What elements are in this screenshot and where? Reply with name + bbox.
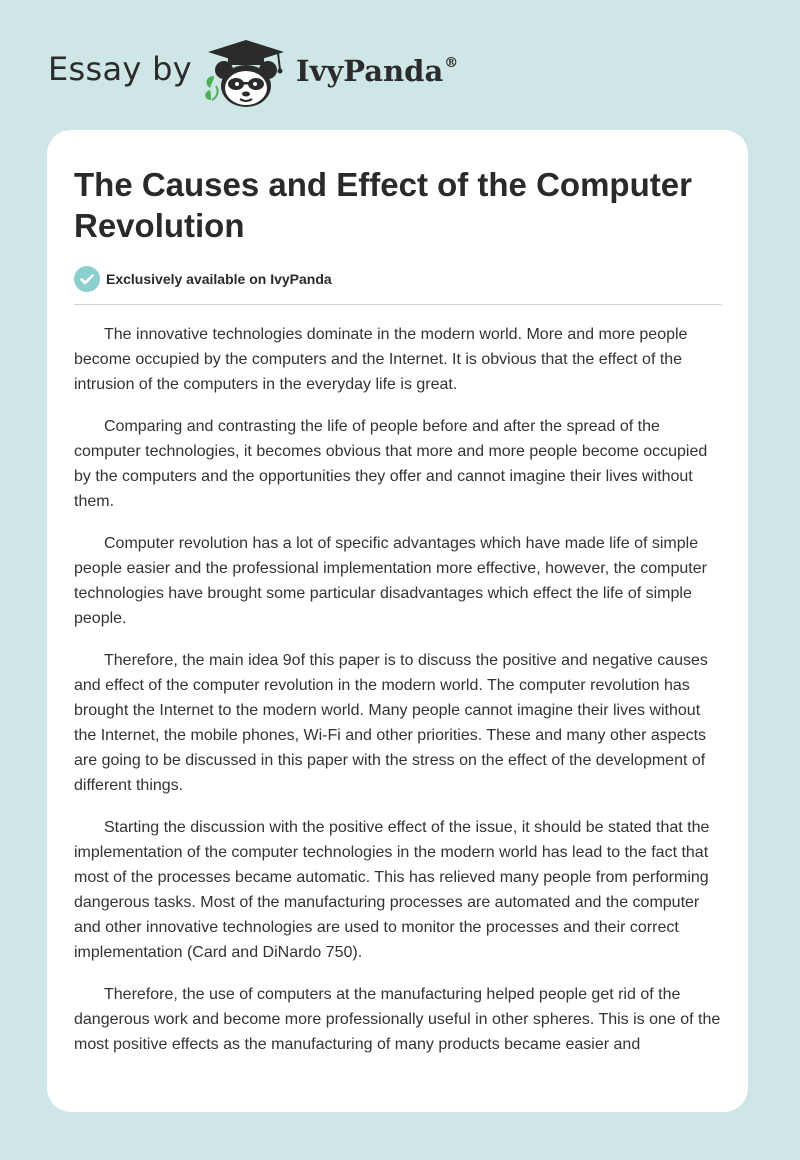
title-divider	[74, 304, 721, 305]
registered-mark: ®	[444, 55, 459, 71]
paragraph: Starting the discussion with the positive effect of the issue, it should be stated that the implementation of the computer technologies in the modern world has lead to the fact that most of the processes became automatic. This has relieved many people from performing dangerous tasks. Most of the manufacturing processes are automated and the computer and other innovative technologies are used to monitor the processes and their correct implementation (Card and DiNardo 750).	[74, 819, 710, 961]
exclusive-badge	[74, 266, 721, 292]
paragraph: The innovative technologies dominate in the modern world. More and more people become occupied by the computers and the Internet. It is obvious that the effect of the intrusion of the computers in the everyday life is great.	[74, 326, 688, 393]
site-header	[0, 0, 800, 130]
panda-mascot-icon	[200, 36, 292, 112]
article-title: The Causes and Effect of the Computer Revolution	[74, 166, 692, 244]
paragraph: Therefore, the main idea 9of this paper is to discuss the positive and negative causes and effect of the computer revolution in the modern world. The computer revolution has brought the Internet to the modern world. Many people cannot imagine their lives without the Internet, the mobile phones, Wi-Fi and other priorities. These and many other aspects are going to be discussed in this paper with the stress on the effect of the development of different things.	[74, 652, 708, 794]
paragraph: Therefore, the use of computers at the manufacturing helped people get rid of the dangerous work and become more professionally useful in other spheres. This is one of the most positive effects as the manufacturing of many products became easier and	[74, 986, 721, 1053]
check-circle-icon	[74, 266, 100, 292]
essay-by-label: Essay by	[48, 50, 192, 88]
article-card	[47, 130, 748, 1112]
paragraph: Comparing and contrasting the life of people before and after the spread of the computer technologies, it becomes obvious that more and more people become occupied by the computers and the opportunities they offer and cannot imagine their lives without them.	[74, 418, 708, 510]
exclusive-badge-text: Exclusively available on IvyPanda	[106, 271, 332, 287]
brand-name: IvyPanda®	[296, 54, 459, 88]
article-body	[74, 322, 721, 1057]
ivypanda-logo[interactable]	[200, 36, 500, 112]
paragraph: Computer revolution has a lot of specific advantages which have made life of simple people easier and the professional implementation more effective, however, the computer technologies have brought some particular disadvantages which effect the life of simple people.	[74, 535, 707, 627]
